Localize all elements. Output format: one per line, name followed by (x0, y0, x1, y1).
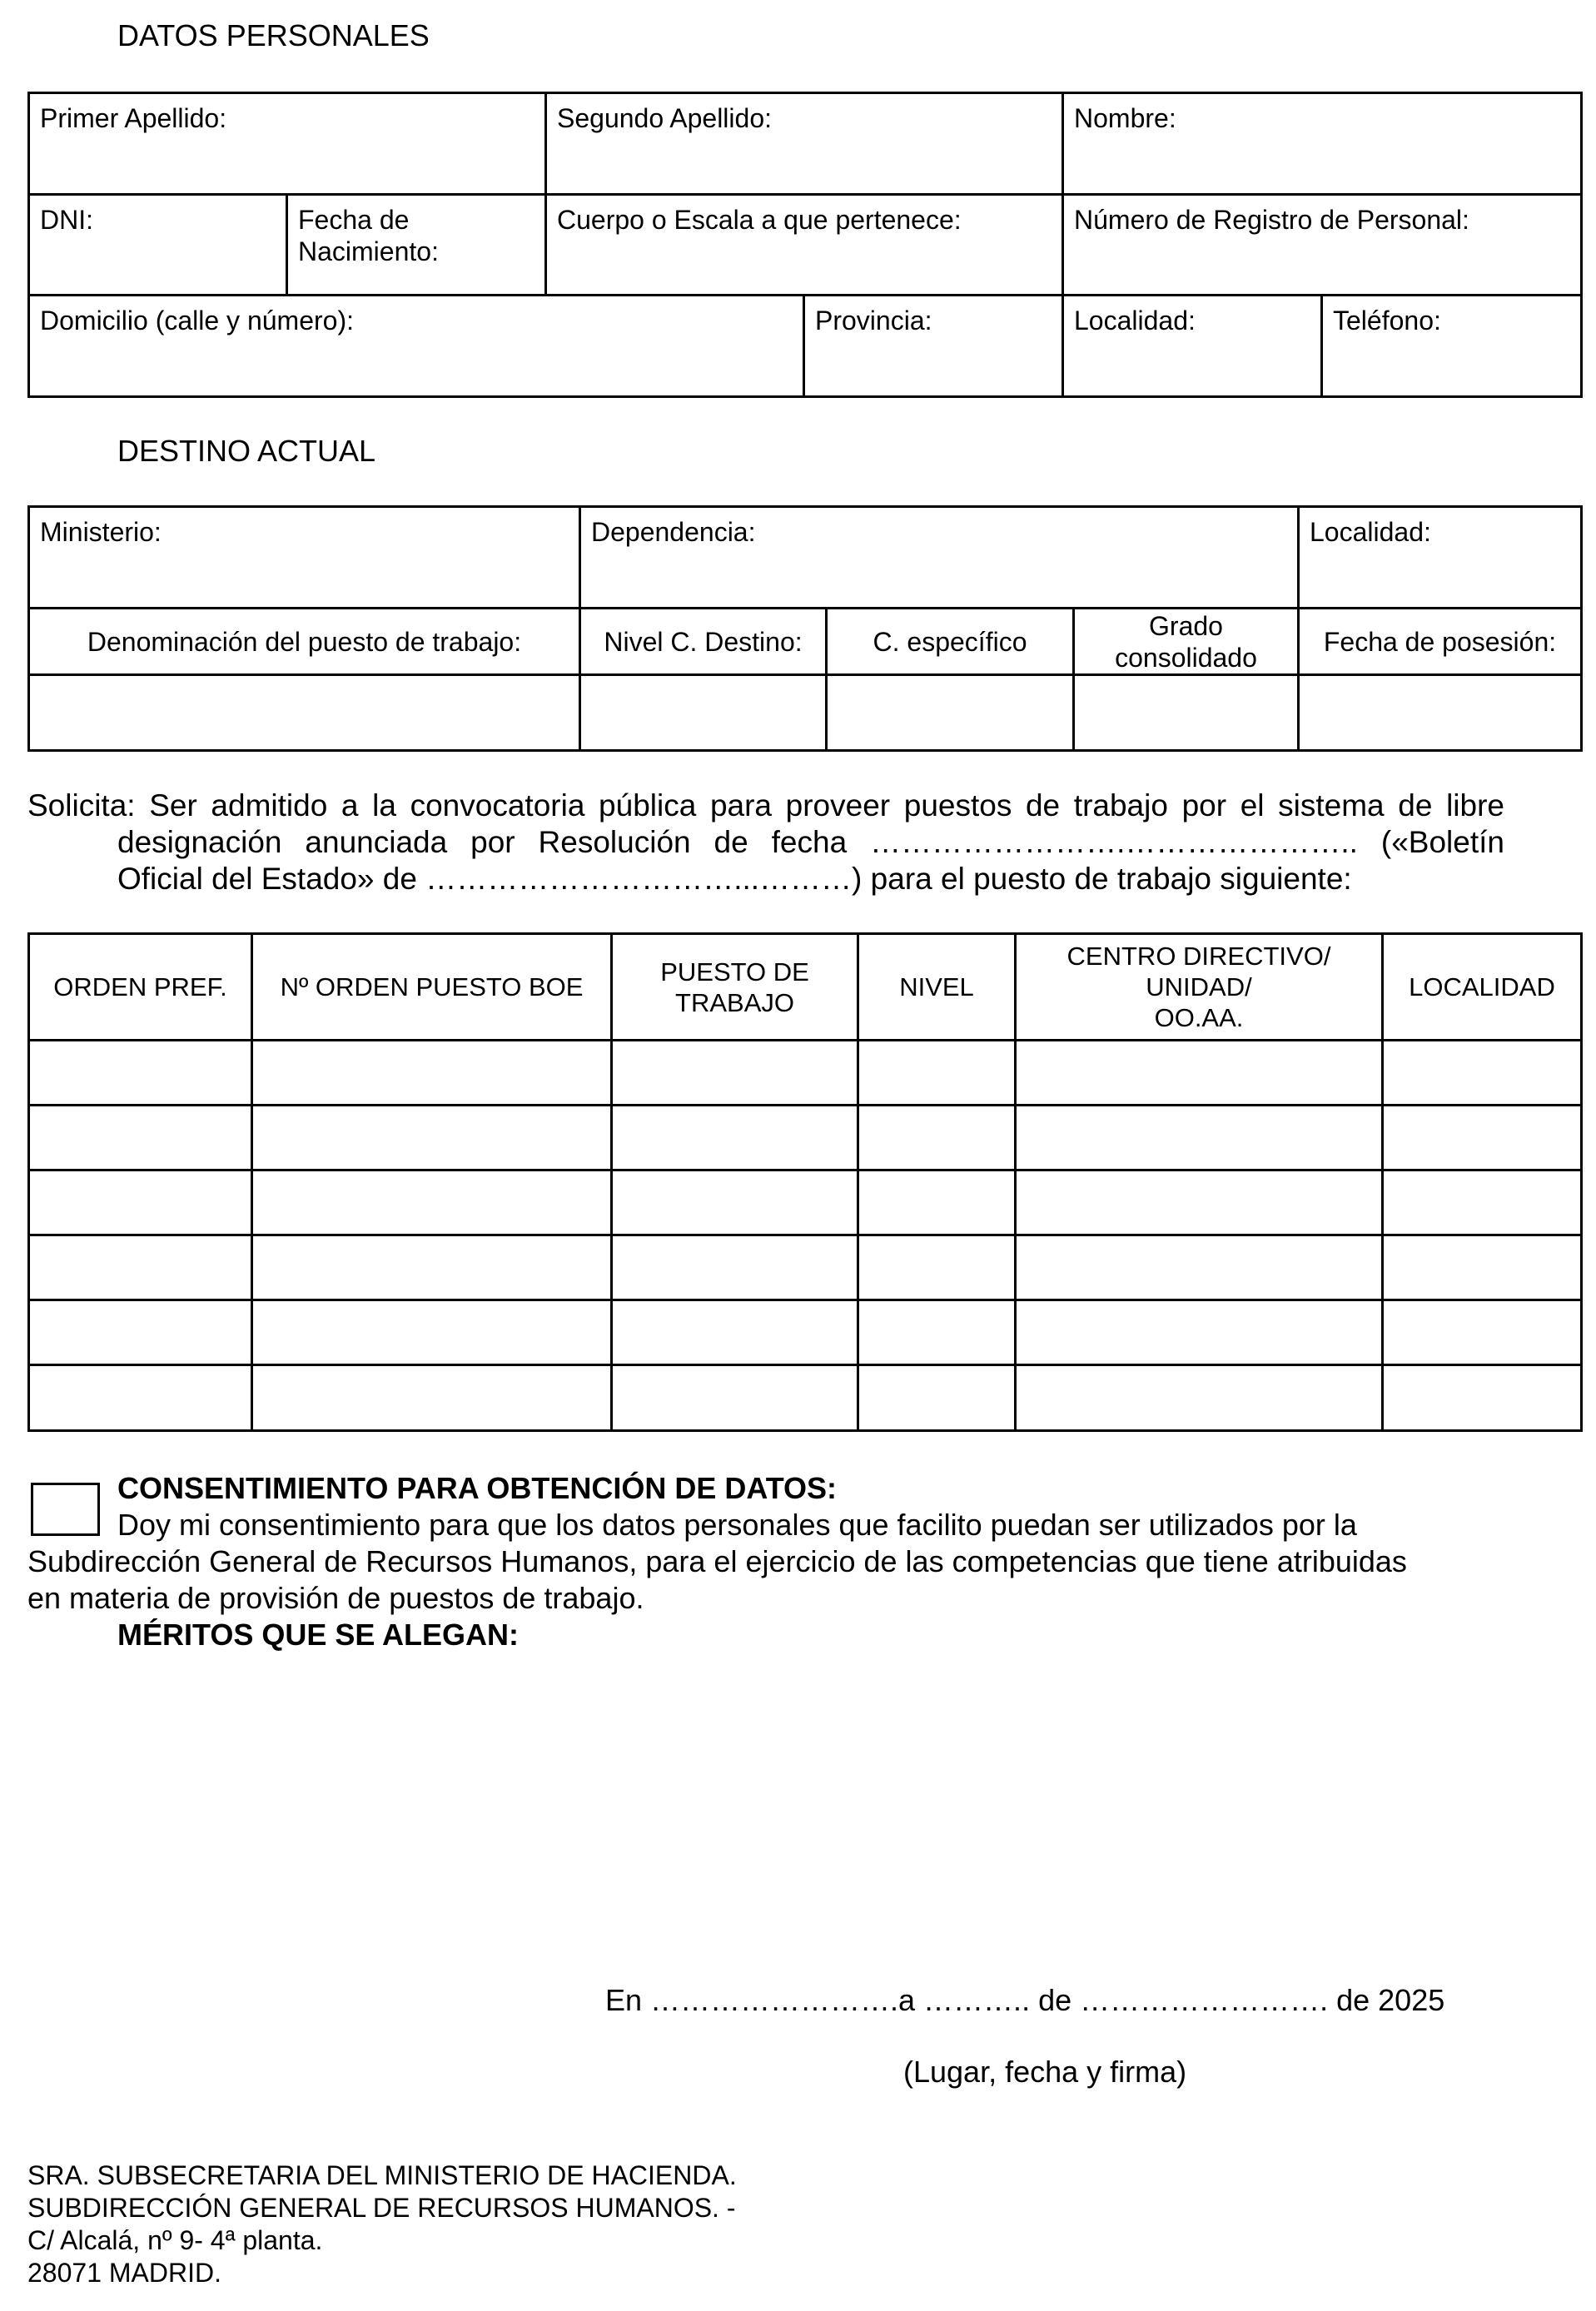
table-cell[interactable] (612, 1041, 858, 1106)
table-cell[interactable] (1016, 1300, 1383, 1365)
table-cell[interactable] (858, 1106, 1016, 1170)
solicita-line-1: Solicita: Ser admitido a la convocatoria pública para proveer puestos de trabajo por el sistema de libre (27, 788, 1504, 823)
destino-localidad-label: Localidad: (1310, 517, 1431, 547)
ministerio-label: Ministerio: (40, 517, 162, 547)
solicita-paragraph (27, 788, 1504, 824)
address-line-1: SRA. SUBSECRETARIA DEL MINISTERIO DE HACIENDA. (27, 2160, 737, 2190)
table-cell[interactable] (1016, 1041, 1383, 1106)
table-cell[interactable] (1383, 1365, 1582, 1431)
table-cell[interactable] (1383, 1106, 1582, 1170)
dependencia-label: Dependencia: (591, 517, 756, 547)
table-cell[interactable] (29, 1365, 252, 1431)
solicita-line-2: designación anunciada por Resolución de fecha …………………….………………….. («Boletín (117, 825, 1504, 859)
signature-caption: (Lugar, fecha y firma) (903, 2055, 1187, 2089)
nivel-destino-input[interactable] (580, 675, 827, 751)
table-cell[interactable] (29, 1041, 252, 1106)
complemento-especifico-header: C. específico (827, 609, 1074, 675)
posts-header-row (29, 934, 1582, 1041)
cuerpo-escala-field[interactable] (546, 195, 1063, 296)
table-cell[interactable] (252, 1041, 612, 1106)
nrp-field[interactable] (1063, 195, 1582, 296)
consent-line-3: en materia de provisión de puestos de trabajo. (27, 1581, 644, 1615)
grado-label-1: Grado (1149, 610, 1223, 641)
table-row (29, 1365, 1582, 1431)
table-cell[interactable] (252, 1170, 612, 1235)
denominacion-input[interactable] (29, 675, 580, 751)
destino-localidad-field[interactable] (1299, 507, 1582, 609)
consent-line-2: Subdirección General de Recursos Humanos, para el ejercicio de las competencias que tiene atribuidas (27, 1544, 1407, 1578)
table-cell[interactable] (858, 1235, 1016, 1300)
fecha-nacimiento-label-2: Nacimiento: (298, 236, 439, 266)
consent-line-1: Doy mi consentimiento para que los datos personales que facilito puedan ser utilizados por la (117, 1508, 1357, 1542)
fecha-posesion-header: Fecha de posesión: (1299, 609, 1582, 675)
nombre-label: Nombre: (1074, 103, 1176, 133)
destino-table (27, 505, 1583, 752)
personal-heading: DATOS PERSONALES (117, 18, 430, 52)
solicita-continuation (117, 824, 1504, 897)
table-row (29, 1106, 1582, 1170)
telefono-label: Teléfono: (1333, 306, 1441, 335)
table-cell[interactable] (612, 1106, 858, 1170)
address-line-4: 28071 MADRID. (27, 2258, 221, 2288)
provincia-field[interactable] (804, 296, 1063, 397)
table-cell[interactable] (1016, 1106, 1383, 1170)
denominacion-header: Denominación del puesto de trabajo: (29, 609, 580, 675)
primer-apellido-label: Primer Apellido: (40, 103, 227, 133)
table-cell[interactable] (252, 1106, 612, 1170)
segundo-apellido-label: Segundo Apellido: (557, 103, 772, 133)
dni-field[interactable] (29, 195, 287, 296)
table-cell[interactable] (1016, 1170, 1383, 1235)
header-puesto-trabajo (612, 934, 858, 1041)
grado-label-2: consolidado (1115, 642, 1257, 673)
table-cell[interactable] (29, 1170, 252, 1235)
fecha-nacimiento-field[interactable] (287, 195, 546, 296)
table-cell[interactable] (858, 1365, 1016, 1431)
table-cell[interactable] (612, 1300, 858, 1365)
header-localidad: LOCALIDAD (1383, 934, 1582, 1041)
destino-heading: DESTINO ACTUAL (117, 434, 376, 468)
meritos-heading: MÉRITOS QUE SE ALEGAN: (117, 1618, 520, 1652)
provincia-label: Provincia: (815, 306, 932, 335)
table-cell[interactable] (1016, 1365, 1383, 1431)
consent-title: CONSENTIMIENTO PARA OBTENCIÓN DE DATOS: (117, 1471, 838, 1505)
consent-checkbox[interactable] (31, 1483, 100, 1536)
dni-label: DNI: (40, 205, 93, 235)
table-cell[interactable] (29, 1106, 252, 1170)
localidad-label: Localidad: (1074, 306, 1196, 335)
localidad-field[interactable] (1063, 296, 1322, 397)
table-cell[interactable] (1016, 1235, 1383, 1300)
table-cell[interactable] (1383, 1235, 1582, 1300)
nombre-field[interactable] (1063, 93, 1582, 195)
complemento-especifico-input[interactable] (827, 675, 1074, 751)
table-row (29, 1300, 1582, 1365)
header-centro-line-2: UNIDAD/ (1146, 972, 1252, 1001)
cuerpo-escala-label: Cuerpo o Escala a que pertenece: (557, 205, 962, 235)
posts-table (27, 932, 1583, 1432)
table-cell[interactable] (1383, 1300, 1582, 1365)
table-cell[interactable] (1383, 1170, 1582, 1235)
personal-data-table (27, 92, 1583, 398)
address-block (27, 2159, 737, 2289)
primer-apellido-field[interactable] (29, 93, 546, 195)
table-cell[interactable] (612, 1170, 858, 1235)
header-puesto-line-2: TRABAJO (675, 987, 794, 1017)
nrp-label: Número de Registro de Personal: (1074, 205, 1469, 235)
table-cell[interactable] (252, 1235, 612, 1300)
table-row (29, 1041, 1582, 1106)
table-cell[interactable] (29, 1235, 252, 1300)
table-cell[interactable] (858, 1170, 1016, 1235)
table-cell[interactable] (252, 1365, 612, 1431)
fecha-nacimiento-label-1: Fecha de (298, 205, 410, 235)
table-cell[interactable] (29, 1300, 252, 1365)
domicilio-label: Domicilio (calle y número): (40, 306, 354, 335)
dependencia-field[interactable] (580, 507, 1299, 609)
grado-consolidado-input[interactable] (1074, 675, 1299, 751)
header-nivel: NIVEL (858, 934, 1016, 1041)
address-line-2: SUBDIRECCIÓN GENERAL DE RECURSOS HUMANOS. - (27, 2193, 736, 2223)
grado-consolidado-header (1074, 609, 1299, 675)
header-centro-line-1: CENTRO DIRECTIVO/ (1066, 942, 1331, 971)
header-centro-line-3: OO.AA. (1154, 1003, 1244, 1032)
table-cell[interactable] (858, 1300, 1016, 1365)
nivel-destino-header: Nivel C. Destino: (580, 609, 827, 675)
ministerio-field[interactable] (29, 507, 580, 609)
segundo-apellido-field[interactable] (546, 93, 1063, 195)
table-cell[interactable] (1383, 1041, 1582, 1106)
place-date-line[interactable]: En …………………….a ……….. de ……………………. de 2025 (605, 1983, 1445, 2017)
table-row (29, 1170, 1582, 1235)
header-puesto-line-1: PUESTO DE (660, 957, 809, 987)
table-cell[interactable] (252, 1300, 612, 1365)
telefono-field[interactable] (1322, 296, 1582, 397)
table-cell[interactable] (612, 1365, 858, 1431)
address-line-3: C/ Alcalá, nº 9- 4ª planta. (27, 2225, 323, 2255)
table-cell[interactable] (858, 1041, 1016, 1106)
domicilio-field[interactable] (29, 296, 804, 397)
header-centro-directivo (1016, 934, 1383, 1041)
header-orden-pref: ORDEN PREF. (29, 934, 252, 1041)
solicita-line-3: Oficial del Estado» de …………………………...………) para el puesto de trabajo siguiente: (117, 862, 1352, 896)
fecha-posesion-input[interactable] (1299, 675, 1582, 751)
table-row (29, 1235, 1582, 1300)
header-numero-orden: Nº ORDEN PUESTO BOE (252, 934, 612, 1041)
table-cell[interactable] (612, 1235, 858, 1300)
